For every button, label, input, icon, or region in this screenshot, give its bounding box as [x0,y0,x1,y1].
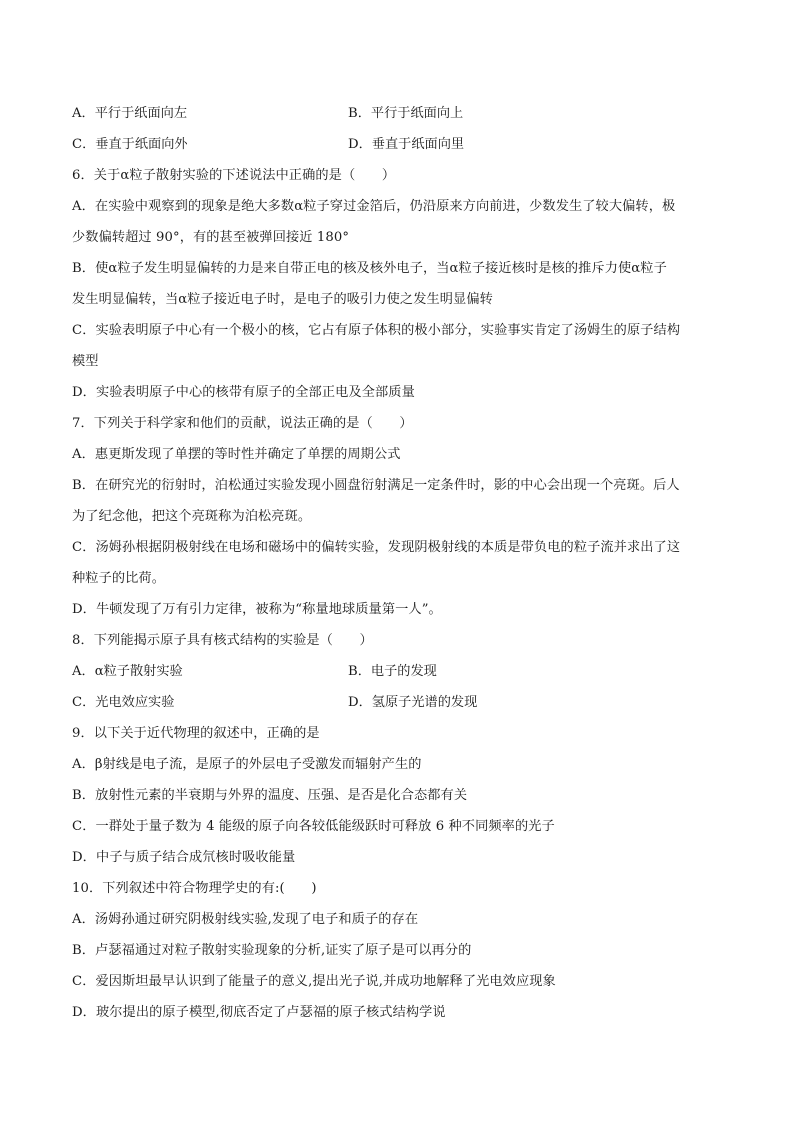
question-8-stem: 8．下列能揭示原子具有核式结构的实验是（ ） [72,633,373,648]
question-7-option-c-line1: C．汤姆孙根据阴极射线在电场和磁场中的偏转实验，发现阴极射线的本质是带负电的粒子流并求出了这 [72,540,681,555]
option-a: A．平行于纸面向左 [72,106,188,121]
question-9-option-d: D．中子与质子结合成氘核时吸收能量 [72,850,296,865]
question-6-stem: 6．关于α粒子散射实验的下述说法中正确的是（ ） [72,168,396,183]
option-d: D．垂直于纸面向里 [348,137,465,152]
question-6-option-c-line1: C．实验表明原子中心有一个极小的核，它占有原子体积的极小部分，实验事实肯定了汤姆生的原子结构 [72,323,681,338]
option-b: B．电子的发现 [348,664,437,679]
option-c: C．光电效应实验 [72,695,175,710]
question-6-option-a-line2: 少数偏转超过 90°，有的甚至被弹回接近 180° [72,230,350,245]
question-6-option-a-line1: A．在实验中观察到的现象是绝大多数α粒子穿过金箔后，仍沿原来方向前进，少数发生了较大偏转，极 [72,199,676,214]
question-6-option-d: D．实验表明原子中心的核带有原子的全部正电及全部质量 [72,385,415,400]
option-b: B．平行于纸面向上 [348,106,464,121]
question-6-option-c-line2: 模型 [72,354,99,369]
option-d: D．氢原子光谱的发现 [348,695,478,710]
question-7-option-d: D．牛顿发现了万有引力定律，被称为“称量地球质量第一人”。 [72,602,442,617]
question-10-stem: 10．下列叙述中符合物理学史的有:( ) [72,881,317,896]
options-row-q5-ab [72,98,724,129]
question-7-option-b-line1: B．在研究光的衍射时，泊松通过实验发现小圆盘衍射满足一定条件时，影的中心会出现一个亮斑。后人 [72,478,680,493]
question-7-option-b-line2: 为了纪念他，把这个亮斑称为泊松亮斑。 [72,509,312,524]
question-9-option-a: A．β射线是电子流，是原子的外层电子受激发而辐射产生的 [72,757,422,772]
options-row-q8-cd [72,687,724,718]
question-10-option-a: A．汤姆孙通过研究阴极射线实验,发现了电子和质子的存在 [72,912,419,927]
question-6-option-b-line2: 发生明显偏转，当α粒子接近电子时，是电子的吸引力使之发生明显偏转 [72,292,493,307]
options-row-q5-cd [72,129,724,160]
question-6-option-b-line1: B．使α粒子发生明显偏转的力是来自带正电的核及核外电子，当α粒子接近核时是核的推斥力使α粒子 [72,261,667,276]
question-10-option-b: B．卢瑟福通过对粒子散射实验现象的分析,证实了原子是可以再分的 [72,943,472,958]
question-9-stem: 9．以下关于近代物理的叙述中，正确的是 [72,726,320,741]
option-a: A．α粒子散射实验 [72,664,183,679]
question-9-option-b: B．放射性元素的半衰期与外界的温度、压强、是否是化合态都有关 [72,788,468,803]
question-7-option-a: A．惠更斯发现了单摆的等时性并确定了单摆的周期公式 [72,447,401,462]
question-7-option-c-line2: 种粒子的比荷。 [72,571,166,586]
question-10-option-c: C．爱因斯坦最早认识到了能量子的意义,提出光子说,并成功地解释了光电效应现象 [72,974,556,989]
question-9-option-c: C．一群处于量子数为 4 能级的原子向各较低能级跃时可释放 6 种不同频率的光子 [72,819,555,834]
question-7-stem: 7．下列关于科学家和他们的贡献，说法正确的是（ ） [72,416,413,431]
options-row-q8-ab [72,656,724,687]
option-c: C．垂直于纸面向外 [72,137,188,152]
question-10-option-d: D．玻尔提出的原子模型,彻底否定了卢瑟福的原子核式结构学说 [72,1005,446,1020]
